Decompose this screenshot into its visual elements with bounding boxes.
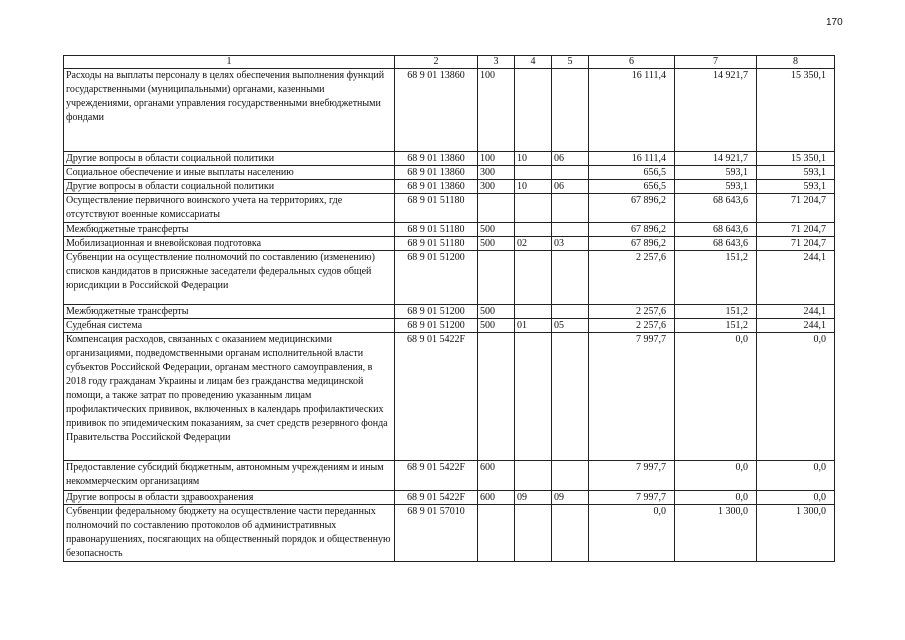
- amount-col7: 68 643,6: [675, 237, 757, 251]
- table-row: [64, 180, 835, 194]
- subsection-code: 06: [552, 180, 589, 194]
- col-header: 2: [395, 56, 478, 69]
- expense-type-code: 500: [478, 319, 515, 333]
- table-row: [64, 491, 835, 505]
- amount-col6: 16 111,4: [589, 152, 675, 166]
- amount-col7: 68 643,6: [675, 194, 757, 223]
- target-code: 68 9 01 51200: [395, 251, 478, 305]
- expense-name: Субвенции на осуществление полномочий по составлению (изменению) списков кандидатов в присяжные заседатели федеральных судов общей юрисдикции в Российской Федерации: [64, 251, 395, 305]
- col-header: 6: [589, 56, 675, 69]
- amount-col7: 14 921,7: [675, 152, 757, 166]
- expense-name: Другие вопросы в области социальной политики: [64, 180, 395, 194]
- amount-col7: 593,1: [675, 166, 757, 180]
- expense-name: Субвенции федеральному бюджету на осуществление части переданных полномочий по составлению протоколов об административных правонарушениях, посягающих на общественный порядок и общественную безопасность: [64, 505, 395, 562]
- col-header: 1: [64, 56, 395, 69]
- expense-name: Социальное обеспечение и иные выплаты населению: [64, 166, 395, 180]
- expense-name: Предоставление субсидий бюджетным, автономным учреждениям и иным некоммерческим организациям: [64, 461, 395, 491]
- amount-col6: 7 997,7: [589, 491, 675, 505]
- expense-type-code: 300: [478, 180, 515, 194]
- subsection-code: [552, 223, 589, 237]
- subsection-code: [552, 305, 589, 319]
- target-code: 68 9 01 51180: [395, 194, 478, 223]
- table-row: [64, 333, 835, 461]
- target-code: 68 9 01 5422F: [395, 461, 478, 491]
- amount-col8: 0,0: [757, 461, 835, 491]
- amount-col8: 1 300,0: [757, 505, 835, 562]
- amount-col8: 0,0: [757, 333, 835, 461]
- expense-type-code: 600: [478, 491, 515, 505]
- amount-col8: 71 204,7: [757, 194, 835, 223]
- subsection-code: [552, 461, 589, 491]
- expense-type-code: 600: [478, 461, 515, 491]
- amount-col7: 68 643,6: [675, 223, 757, 237]
- expense-type-code: 500: [478, 305, 515, 319]
- budget-table: [63, 55, 835, 562]
- amount-col7: 0,0: [675, 461, 757, 491]
- amount-col6: 67 896,2: [589, 194, 675, 223]
- amount-col6: 2 257,6: [589, 251, 675, 305]
- amount-col6: 2 257,6: [589, 305, 675, 319]
- amount-col6: 656,5: [589, 166, 675, 180]
- expense-name: Расходы на выплаты персоналу в целях обеспечения выполнения функций государственными (муниципальными) органами, казенными учреждениями, органами управления государственными внебюджетными фондами: [64, 69, 395, 152]
- subsection-code: 06: [552, 152, 589, 166]
- amount-col8: 15 350,1: [757, 152, 835, 166]
- section-code: [515, 194, 552, 223]
- expense-type-code: 500: [478, 237, 515, 251]
- subsection-code: [552, 505, 589, 562]
- subsection-code: [552, 194, 589, 223]
- expense-type-code: [478, 251, 515, 305]
- expense-type-code: [478, 333, 515, 461]
- target-code: 68 9 01 13860: [395, 69, 478, 152]
- col-header: 4: [515, 56, 552, 69]
- target-code: 68 9 01 51200: [395, 305, 478, 319]
- target-code: 68 9 01 57010: [395, 505, 478, 562]
- section-code: [515, 333, 552, 461]
- amount-col8: 15 350,1: [757, 69, 835, 152]
- amount-col7: 14 921,7: [675, 69, 757, 152]
- expense-name: Компенсация расходов, связанных с оказанием медицинскими организациями, подведомственными органам исполнительной власти субъектов Российской Федерации, органам местного самоуправления, в 2018 году гражданам Украины и лицам без гражданства медицинской помощи, а также затрат по проведению указанным лицам профилактических прививок, включенных в календарь профилактических прививок по эпидемическим показаниям, за счет средств резервного фонда Правительства Российской Федерации: [64, 333, 395, 461]
- section-code: [515, 166, 552, 180]
- table-row: [64, 251, 835, 305]
- subsection-code: 03: [552, 237, 589, 251]
- amount-col6: 67 896,2: [589, 223, 675, 237]
- table-row: [64, 319, 835, 333]
- page-number: 170: [826, 17, 843, 28]
- table-row: [64, 237, 835, 251]
- section-code: [515, 505, 552, 562]
- target-code: 68 9 01 5422F: [395, 491, 478, 505]
- expense-name: Другие вопросы в области здравоохранения: [64, 491, 395, 505]
- table-row: [64, 69, 835, 152]
- target-code: 68 9 01 13860: [395, 180, 478, 194]
- col-header: 3: [478, 56, 515, 69]
- section-code: 01: [515, 319, 552, 333]
- section-code: 10: [515, 152, 552, 166]
- table-row: [64, 223, 835, 237]
- expense-type-code: 100: [478, 152, 515, 166]
- amount-col6: 7 997,7: [589, 333, 675, 461]
- section-code: 09: [515, 491, 552, 505]
- amount-col6: 0,0: [589, 505, 675, 562]
- subsection-code: [552, 251, 589, 305]
- table-row: [64, 166, 835, 180]
- subsection-code: 09: [552, 491, 589, 505]
- expense-name: Другие вопросы в области социальной политики: [64, 152, 395, 166]
- amount-col6: 2 257,6: [589, 319, 675, 333]
- amount-col7: 151,2: [675, 251, 757, 305]
- expense-name: Межбюджетные трансферты: [64, 223, 395, 237]
- expense-name: Межбюджетные трансферты: [64, 305, 395, 319]
- expense-type-code: 300: [478, 166, 515, 180]
- col-header: 7: [675, 56, 757, 69]
- expense-type-code: [478, 194, 515, 223]
- table-row: [64, 505, 835, 562]
- amount-col8: 71 204,7: [757, 223, 835, 237]
- table-row: [64, 305, 835, 319]
- amount-col7: 1 300,0: [675, 505, 757, 562]
- amount-col8: 593,1: [757, 166, 835, 180]
- subsection-code: [552, 166, 589, 180]
- target-code: 68 9 01 13860: [395, 166, 478, 180]
- amount-col6: 656,5: [589, 180, 675, 194]
- amount-col7: 151,2: [675, 319, 757, 333]
- target-code: 68 9 01 51180: [395, 223, 478, 237]
- section-code: 02: [515, 237, 552, 251]
- amount-col8: 593,1: [757, 180, 835, 194]
- section-code: [515, 305, 552, 319]
- amount-col8: 71 204,7: [757, 237, 835, 251]
- expense-name: Мобилизационная и вневойсковая подготовка: [64, 237, 395, 251]
- section-code: [515, 223, 552, 237]
- amount-col7: 593,1: [675, 180, 757, 194]
- section-code: [515, 251, 552, 305]
- section-code: [515, 461, 552, 491]
- col-header: 5: [552, 56, 589, 69]
- subsection-code: [552, 333, 589, 461]
- amount-col6: 16 111,4: [589, 69, 675, 152]
- amount-col6: 7 997,7: [589, 461, 675, 491]
- target-code: 68 9 01 51180: [395, 237, 478, 251]
- amount-col8: 244,1: [757, 251, 835, 305]
- section-code: 10: [515, 180, 552, 194]
- amount-col6: 67 896,2: [589, 237, 675, 251]
- expense-type-code: [478, 505, 515, 562]
- amount-col8: 244,1: [757, 305, 835, 319]
- col-header: 8: [757, 56, 835, 69]
- amount-col7: 0,0: [675, 333, 757, 461]
- subsection-code: 05: [552, 319, 589, 333]
- subsection-code: [552, 69, 589, 152]
- amount-col8: 0,0: [757, 491, 835, 505]
- table-row: [64, 461, 835, 491]
- amount-col7: 151,2: [675, 305, 757, 319]
- target-code: 68 9 01 51200: [395, 319, 478, 333]
- table-row: [64, 194, 835, 223]
- expense-type-code: 500: [478, 223, 515, 237]
- expense-name: Судебная система: [64, 319, 395, 333]
- header-row: [64, 56, 835, 69]
- section-code: [515, 69, 552, 152]
- target-code: 68 9 01 5422F: [395, 333, 478, 461]
- amount-col8: 244,1: [757, 319, 835, 333]
- table-row: [64, 152, 835, 166]
- target-code: 68 9 01 13860: [395, 152, 478, 166]
- expense-type-code: 100: [478, 69, 515, 152]
- expense-name: Осуществление первичного воинского учета на территориях, где отсутствуют военные комиссариаты: [64, 194, 395, 223]
- amount-col7: 0,0: [675, 491, 757, 505]
